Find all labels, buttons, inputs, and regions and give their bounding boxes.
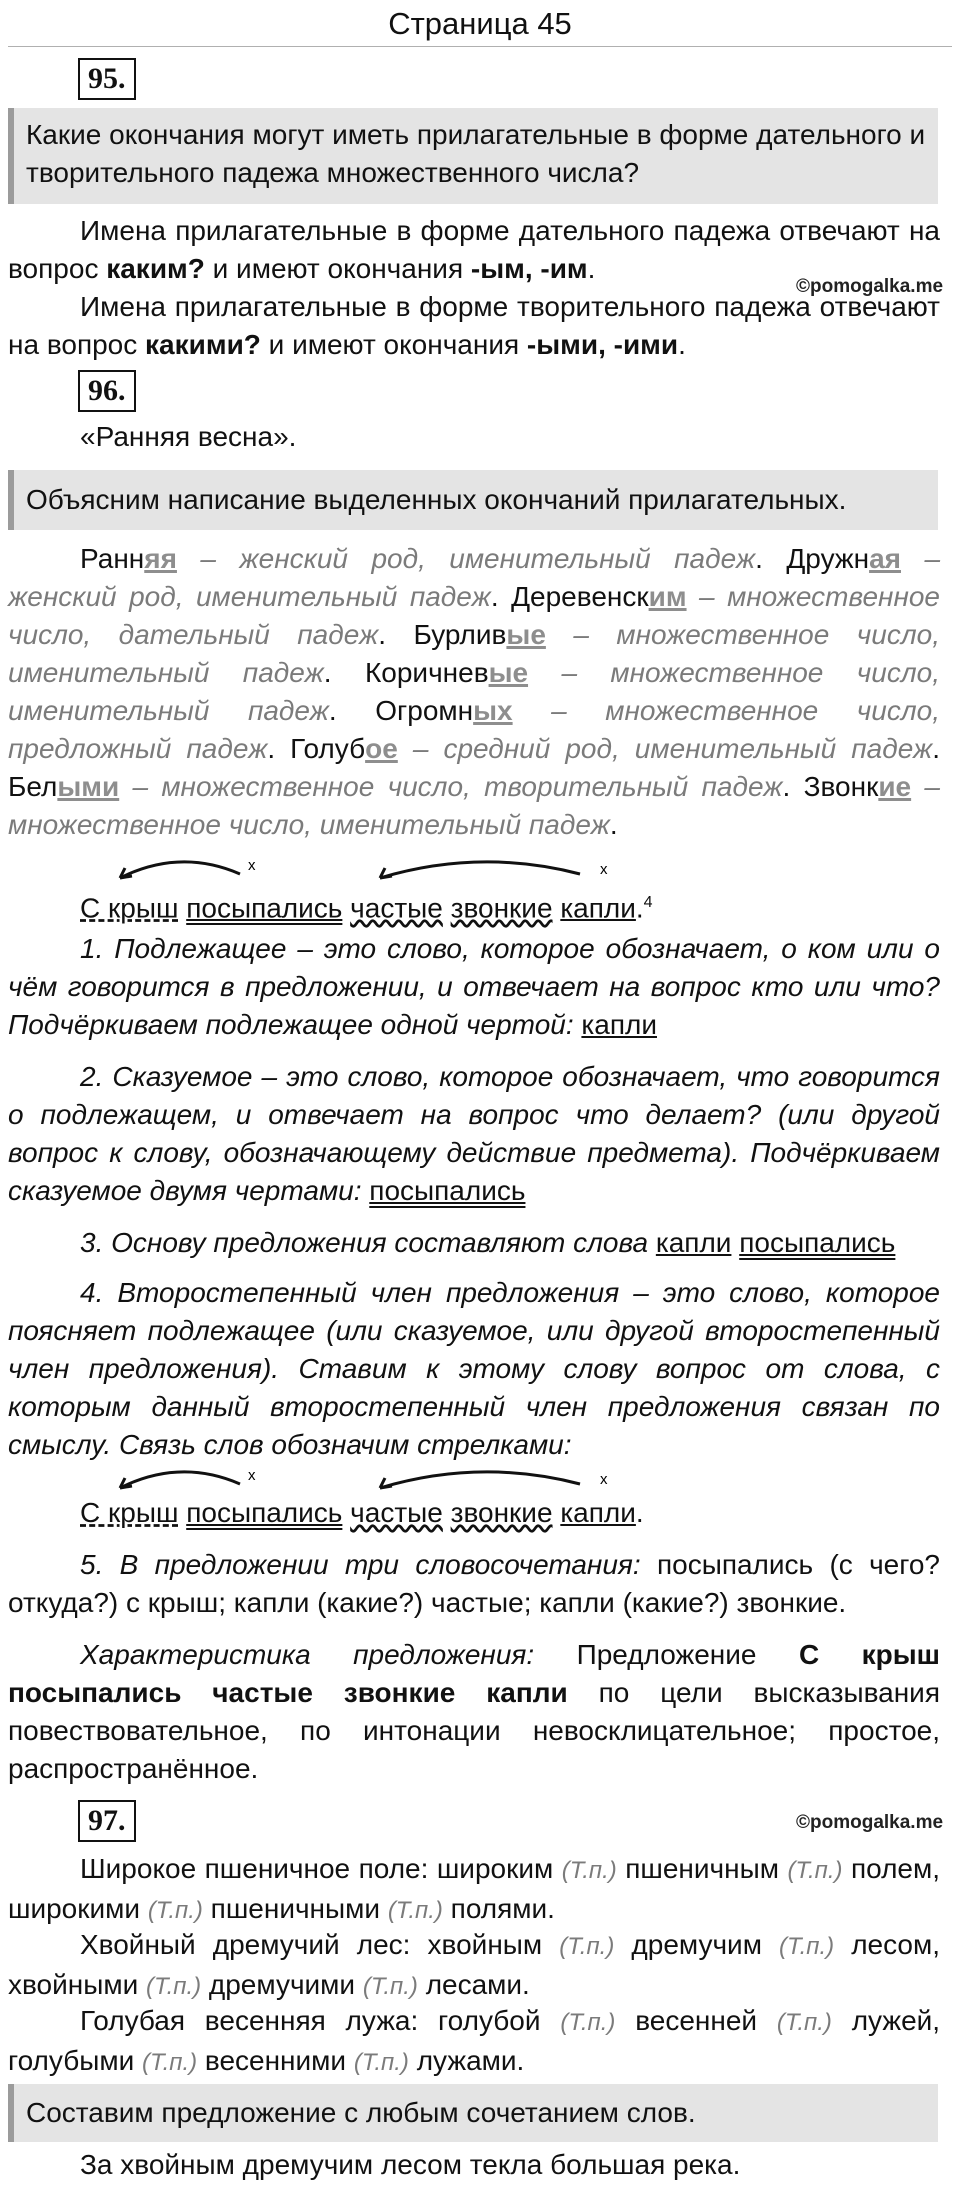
word-kapli: капли (560, 892, 636, 924)
phrase-3 (8, 2002, 940, 2082)
word-ending: ыми (57, 771, 120, 802)
divider (8, 46, 952, 47)
case-tag: (Т.п.) (559, 1933, 615, 1960)
word-ending: ых (473, 695, 513, 726)
case-tag: (Т.п.) (561, 1857, 617, 1884)
word-stem: Звонк (803, 771, 879, 802)
word-ending: ые (488, 657, 529, 688)
text: . (678, 329, 686, 360)
page-title: Страница 45 (388, 6, 572, 41)
punctuation: . (328, 695, 376, 726)
sentence-characteristic (8, 1636, 940, 1788)
word-stem: Дружн (786, 543, 870, 574)
punctuation: . (267, 733, 291, 764)
ending-note: – женский род, именительный падеж (8, 543, 941, 612)
text: дремучим (631, 1929, 762, 1960)
example-sentence-2 (80, 1494, 644, 1532)
bold-sentence: С крыш посыпались частые звонкие капли (8, 1639, 940, 1708)
ending-note: – множественное число, творительный падеж (119, 771, 783, 802)
punctuation: . (378, 619, 414, 650)
text: Имена прилагательные в форме творительного падежа отвечают на вопрос (8, 291, 940, 360)
answer-97: За хвойным дремучим лесом текла большая река. (80, 2149, 741, 2180)
text: 5. В предложении три словосочетания: (80, 1549, 641, 1580)
text: . (587, 253, 596, 284)
text: полем, широкими (8, 1853, 941, 1924)
punctuation: . (490, 581, 512, 612)
link-mark: x (248, 1467, 256, 1484)
sentence-superscript: 4 (643, 894, 653, 911)
bold-text: каким? (106, 253, 205, 284)
step-1 (8, 930, 940, 1044)
text: пшеничными (210, 1893, 381, 1924)
bold-text: -ыми, -ими (526, 329, 679, 360)
case-tag: (Т.п.) (776, 2009, 832, 2036)
text: и имеют окончания (260, 329, 527, 360)
word-kapli: капли (655, 1227, 732, 1258)
word-ending: ое (365, 733, 398, 764)
word-stem: Бел (8, 771, 58, 802)
ending-note: – множественное число, именительный падеж (8, 657, 940, 726)
word-kapli: капли (581, 1009, 657, 1040)
link-mark: x (600, 861, 608, 878)
word-zvonkie: звонкие (450, 1497, 553, 1528)
task-box-97: Составим предложение с любым сочетанием слов. (8, 2084, 938, 2142)
ending-note: – женский род, именительный падеж (176, 543, 756, 574)
punctuation: . (932, 733, 940, 764)
case-tag: (Т.п.) (142, 2049, 198, 2076)
text: по цели высказывания повествовательное, по интонации невосклицательное; простое, распространённое. (8, 1677, 940, 1784)
word-ending: ые (506, 619, 546, 650)
case-tag: (Т.п.) (787, 1857, 843, 1884)
word-chastye: частые (350, 1497, 443, 1528)
text: весенними (204, 2045, 347, 2076)
word-stem: Голуб (290, 733, 366, 764)
period: . (635, 892, 644, 924)
case-tag: (Т.п.) (779, 1933, 835, 1960)
punctuation: . (782, 771, 804, 802)
case-tag: (Т.п.) (147, 1897, 203, 1924)
link-mark: x (248, 857, 256, 874)
question-box-95: Какие окончания могут иметь прилагательные в форме дательного и творительного падежа множественного числа? (8, 108, 938, 204)
word-posypalis: посыпались (369, 1175, 526, 1206)
text: и имеют окончания (204, 253, 471, 284)
case-tag: (Т.п.) (560, 2009, 616, 2036)
task-number-96: 96. (78, 370, 136, 412)
text: посыпались (с чего? откуда?) с крыш; капли (какие?) частые; капли (какие?) звонкие. (8, 1549, 940, 1618)
word-kapli: капли (560, 1497, 636, 1528)
step-4: 4. Второстепенный член предложения – это слово, которое поясняет подлежащее (или сказуемое, или другой второстепенный член предложения). Ставим к этому слову вопрос от слова, с которым данный второстепенный член предложения связан по смыслу. Связь слов обозначим стрелками: (8, 1277, 940, 1460)
text: лесом, хвойными (8, 1929, 941, 2000)
case-tag: (Т.п.) (146, 1973, 202, 2000)
word-stem: Ранн (80, 543, 145, 574)
punctuation: . (323, 657, 365, 688)
text: 3. Основу предложения составляют слова (80, 1227, 656, 1258)
word-stem: Коричнев (364, 657, 489, 688)
ending-note: – средний род, именительный падеж (397, 733, 933, 764)
answer-95-para-2 (8, 288, 940, 364)
text: Голубая весенняя лужа: голубой (80, 2005, 541, 2036)
step-5 (8, 1546, 940, 1622)
case-tag: (Т.п.) (353, 2049, 409, 2076)
endings-explanation (8, 540, 940, 844)
word-ending: ая (869, 543, 901, 574)
word-s-krysh: С крыш (80, 1497, 179, 1528)
phrase-2 (8, 1926, 940, 2006)
step-3 (8, 1224, 940, 1262)
word-ending: яя (144, 543, 177, 574)
ending-note: – множественное число, предложный падеж (8, 695, 940, 764)
task-number-95: 95. (78, 58, 136, 100)
case-tag: (Т.п.) (387, 1897, 443, 1924)
word-chastye: частые (350, 892, 443, 924)
text: дремучими (208, 1969, 356, 2000)
punctuation: . (755, 543, 787, 574)
example-sentence (80, 884, 653, 927)
word-posypalis: посыпались (186, 1497, 343, 1528)
phrase-1 (8, 1850, 940, 1930)
watermark: ©pomogalka.me (796, 276, 944, 297)
word-zvonkie: звонкие (450, 892, 553, 924)
word-ending: им (648, 581, 687, 612)
text: Хвойный дремучий лес: хвойным (80, 1929, 543, 1960)
text: весенней (635, 2005, 758, 2036)
text: лужами. (416, 2045, 525, 2076)
text: полями. (450, 1893, 555, 1924)
label: Характеристика предложения: (80, 1639, 535, 1670)
ending-note: – множественное число, дательный падеж (8, 581, 941, 650)
task-number-97: 97. (78, 1800, 136, 1842)
word-stem: Деревенск (511, 581, 649, 612)
ending-note: – множественное число, именительный падеж (8, 619, 941, 688)
text-title: «Ранняя весна». (80, 421, 297, 452)
text: Широкое пшеничное поле: широким (80, 1853, 554, 1884)
text: 1. Подлежащее – это слово, которое обозначает, о ком или о чём говорится в предложении, и отвечает на вопрос кто или что? Подчёркиваем подлежащее одной чертой: (8, 933, 940, 1040)
text: лужей, голубыми (8, 2005, 941, 2076)
task-box-96: Объясним написание выделенных окончаний прилагательных. (8, 470, 938, 530)
word-stem: Бурлив (413, 619, 507, 650)
ending-note: – множественное число, именительный падеж (8, 771, 940, 840)
word-posypalis: посыпались (186, 892, 343, 924)
punctuation: . (609, 809, 618, 840)
text: 2. Сказуемое – это слово, которое обозначает, что говорится о подлежащем, и отвечает на вопрос что делает? (или другой вопрос к слову, обозначающему действие предмета). Подчёркиваем сказуемое двумя чертами: (8, 1061, 940, 1206)
bold-text: -ым, -им (470, 253, 588, 284)
step-2 (8, 1058, 940, 1210)
bold-text: какими? (145, 329, 261, 360)
period: . (635, 1497, 644, 1528)
text: Предложение (534, 1639, 799, 1670)
word-stem: Огромн (375, 695, 474, 726)
word-posypalis: посыпались (739, 1227, 896, 1258)
watermark: ©pomogalka.me (796, 1812, 944, 1833)
word-s-krysh: С крыш (80, 892, 179, 924)
word-ending: ие (878, 771, 912, 802)
case-tag: (Т.п.) (362, 1973, 418, 2000)
text: пшеничным (625, 1853, 779, 1884)
text: Имена прилагательные в форме дательного падежа отвечают на вопрос (8, 215, 940, 284)
link-mark: x (600, 1471, 608, 1488)
text: лесами. (425, 1969, 530, 2000)
